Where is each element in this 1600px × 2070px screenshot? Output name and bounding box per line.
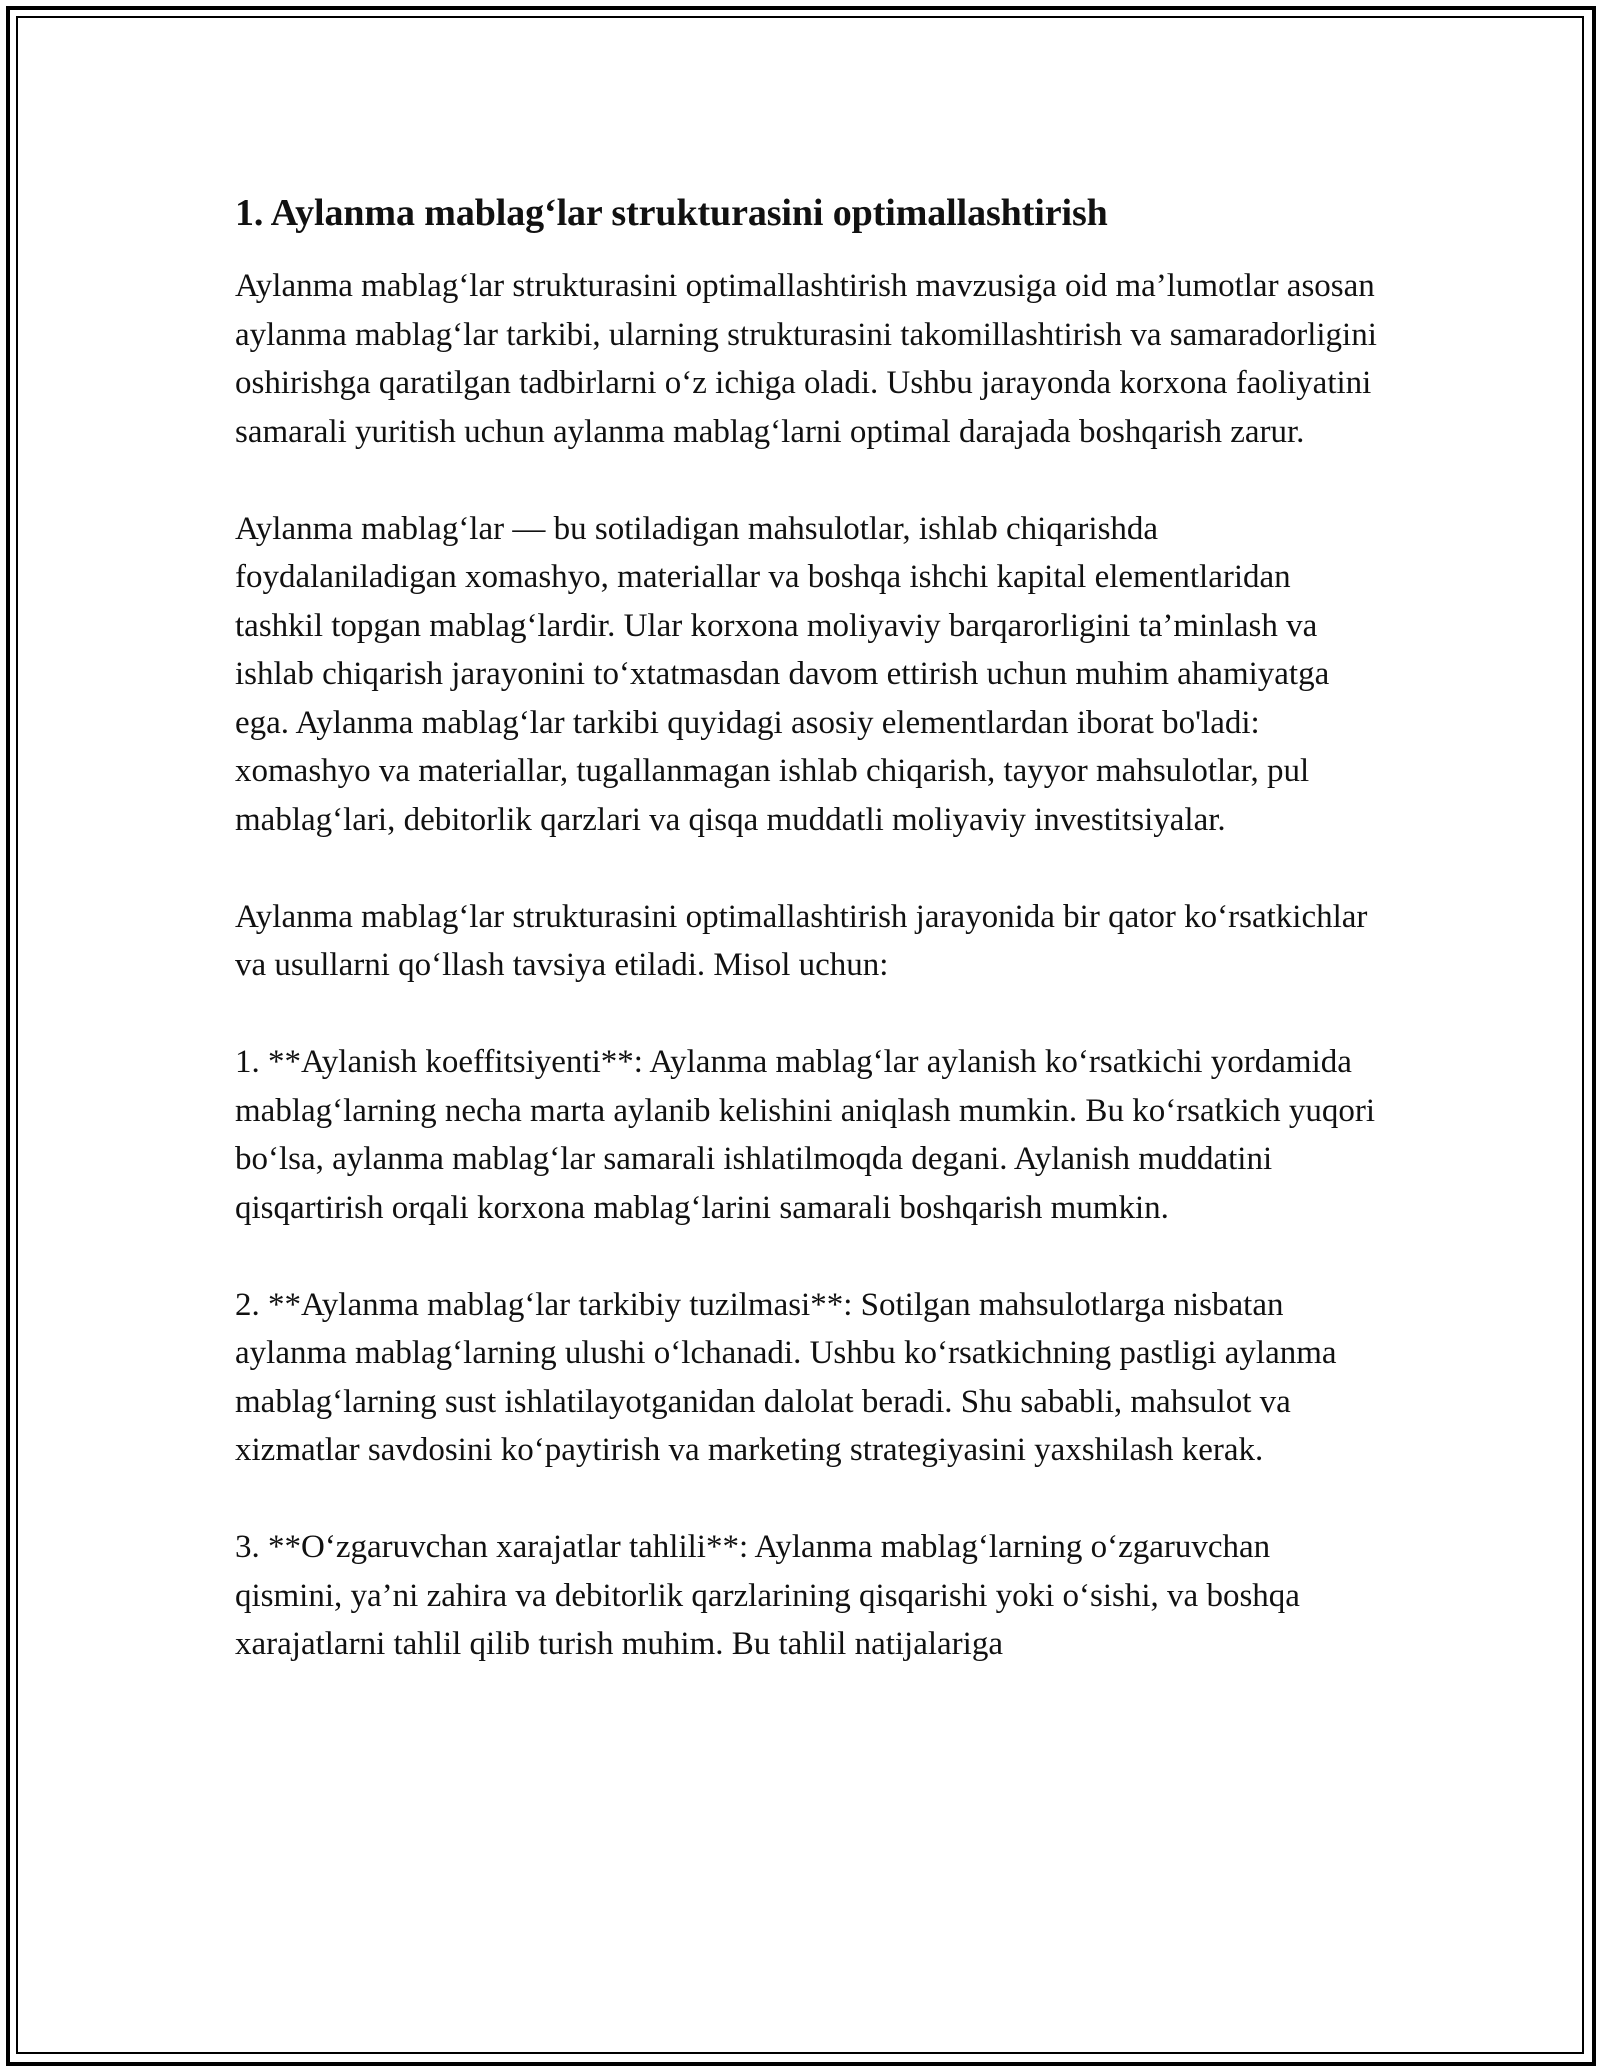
list-item-variable-costs: 3. **O‘zgaruvchan xarajatlar tahlili**: Aylanma mablag‘larning o‘zgaruvchan qismini, ya’ni zahira va debitorlik qarzlarining qisqarishi yoki o‘sishi, va boshqa xarajatlarni tahlil qilib turish muhim. Bu tahlil natijalariga [235,1529,1300,1662]
section-heading: 1. Aylanma mablag‘lar strukturasini optimallashtirish [235,192,1108,234]
paragraph-definition: Aylanma mablag‘lar — bu sotiladigan mahsulotlar, ishlab chiqarishda foydalaniladigan xomashyo, materiallar va boshqa ishchi kapital elementlaridan tashkil topgan mablag‘lardir. Ular korxona moliyaviy barqarorligini ta’minlash va ishlab chiqarish jarayonini to‘xtatmasdan davom ettirish uchun muhim ahamiyatga ega. Aylanma mablag‘lar tarkibi quyidagi asosiy elementlardan iborat bo'ladi: xomashyo va materiallar, tugallanmagan ishlab chiqarish, tayyor mahsulotlar, pul mablag‘lari, debitorlik qarzlari va qisqa muddatli moliyaviy investitsiyalar. [235,510,1330,838]
document-body [235,186,1385,1717]
paragraph-intro: Aylanma mablag‘lar strukturasini optimallashtirish mavzusiga oid ma’lumotlar asosan aylanma mablag‘lar tarkibi, ularning strukturasini takomillashtirish va samaradorligini oshirishga qaratilgan tadbirlarni o‘z ichiga oladi. Ushbu jarayonda korxona faoliyatini samarali yuritish uchun aylanma mablag‘larni optimal darajada boshqarish zarur. [235,268,1377,450]
list-item-structure: 2. **Aylanma mablag‘lar tarkibiy tuzilmasi**: Sotilgan mahsulotlarga nisbatan aylanma mablag‘larning ulushi o‘lchanadi. Ushbu ko‘rsatkichning pastligi aylanma mablag‘larning sust ishlatilayotganidan dalolat beradi. Shu sababli, mahsulot va xizmatlar savdosini ko‘paytirish va marketing strategiyasini yaxshilash kerak. [235,1286,1337,1468]
paragraph-methods-intro: Aylanma mablag‘lar strukturasini optimallashtirish jarayonida bir qator ko‘rsatkichlar va usullarni qo‘llash tavsiya etiladi. Misol uchun: [235,898,1368,983]
list-item-turnover-ratio: 1. **Aylanish koeffitsiyenti**: Aylanma mablag‘lar aylanish ko‘rsatkichi yordamida mablag‘larning necha marta aylanib kelishini aniqlash mumkin. Bu ko‘rsatkich yuqori bo‘lsa, aylanma mablag‘lar samarali ishlatilmoqda degani. Aylanish muddatini qisqartirish orqali korxona mablag‘larini samarali boshqarish mumkin. [235,1044,1376,1226]
